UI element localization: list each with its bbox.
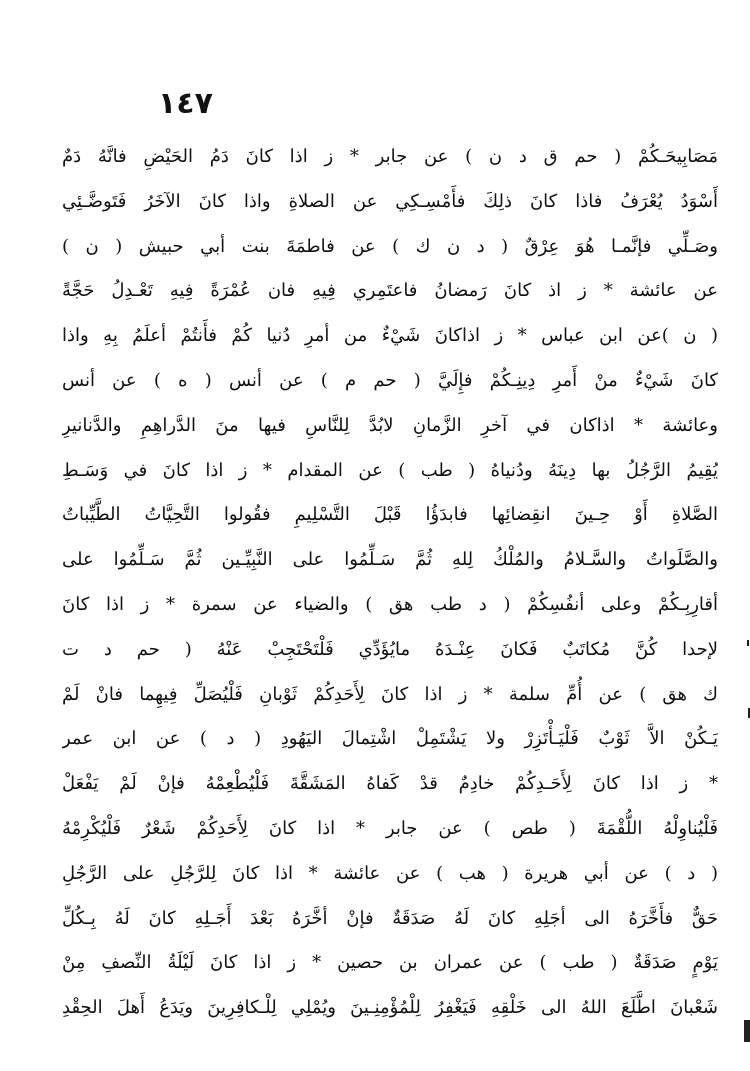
scan-margin-mark	[744, 1020, 750, 1042]
text-line: كانَ شَيْءٌ منْ أَمرِ دِينِـكُمْ فإِلَيَّ ( حم م ) عن أنس ( ه ) عن أنس	[62, 369, 718, 391]
text-line: مَصَابِيحَـكُمْ ( حم ق د ن ) عن جابر * ز اذا كانَ دَمُ الحَيْضِ فانَّهُ دَمٌ	[62, 146, 718, 167]
page-number: ١٤٧	[158, 86, 213, 121]
text-line: أقارِبِـكُمْ وعلى أنفُسِكُمْ ( د طب هق ) والضياء عن سمرة * ز اذا كانَ	[62, 593, 718, 615]
text-line: ( د ) عن أبي هريرة ( هب ) عن عائشة * اذا كانَ لِلرَّجُلِ على الرَّجُلِ	[62, 862, 718, 884]
text-line: يُقِيمُ الرَّجُلُ بها دِينَهُ ودُنياهُ ( طب ) عن المقدام * ز اذا كانَ في وَسَـطِ	[62, 459, 718, 481]
text-line: فَلْيُناوِلْهُ اللُّقْمَةَ ( طص ) عن جابر * اذا كانَ لِأَحَدِكُمْ شَعْرٌ فَلْيُكْرِمْهُ	[62, 817, 718, 839]
body-text	[62, 135, 718, 1031]
text-line: ك هق ) عن أُمِّ سلمة * ز اذا كانَ لِأَحَدِكُمْ ثَوْبانِ فَلْيُصَلِّ فِيهِما فانْ لَمْ	[62, 683, 718, 705]
text-line: شَعْبانَ اطَّلَعَ اللهُ الى خَلْقِهِ فَيَغْفِرُ لِلْمُؤْمِنِـينَ ويُمْلِي لِلْـكافِرِينَ ويَدَعُ أَهلَ الحِقْدِ	[62, 997, 718, 1019]
text-line: والصَّلَواتُ والسَّـلامُ والمُلْكُ لِلهِ ثُمَّ سَـلِّمُوا على النَّبِيِّـين ثُمَّ سَـلِّمُوا على	[62, 549, 718, 571]
text-line: وعائشة * اذاكان في آخرِ الزَّمانِ لابُدَّ لِلنَّاسِ فيها منَ الدَّراهِمِ والدَّنانيرِ	[62, 414, 718, 436]
scan-margin-mark	[747, 640, 749, 646]
text-line: أَسْوَدُ يُعْرَفُ فاذا كانَ ذلِكَ فأَمْسِـكِي عن الصلاةِ واذا كانَ الآخَرُ فَتَوضَّـئِي	[62, 190, 718, 212]
text-line: ( ن )عن ابن عباس * ز اذاكانَ شَيْءٌ من أمرِ دُنيا كُمْ فأَنتُمْ أعلَمُ بِهِ واذا	[62, 325, 718, 347]
text-line: وصَـلِّي فإنَّمـا هُوَ عِرْقٌ ( د ن ك ) عن فاطمَةَ بنت أبي حبيش ( ن )	[62, 235, 718, 257]
text-line: عن عائشة * ز اذ كانَ رَمضانُ فاعتَمِري فِيهِ فان عُمْرَةً فِيهِ تَعْـدِلُ حَجَّةً	[62, 280, 718, 302]
text-line: * ز اذا كانَ لِأَحَـدِكُمْ خادِمٌ قدْ كَفاهُ المَشَقَّةَ فَلْيُطْعِمْهُ فإنْ لَمْ يَفْعَلْ	[62, 773, 718, 795]
text-line: لإحدا كُنَّ مُكاتَبٌ فَكانَ عِنْـدَهُ مايُؤَدِّي فَلْتَحْتَجِبْ عَنْهُ ( حم د ت	[62, 638, 718, 660]
text-line: حَقٌّ فأَخَّرَهُ الى أجَلِهِ كانَ لَهُ صَدَقَةٌ فإنْ أخَّرَهُ بَعْدَ أَجَـلِهِ كانَ لَهُ بِـكُلِّ	[62, 907, 718, 929]
text-line: يَوْمٍ صَدَقَةٌ ( طب ) عن عمران بن حصين * ز اذا كانَ لَيْلَةُ النِّصفِ مِنْ	[62, 952, 718, 974]
text-line: يَـكُنْ الاَّ ثَوْبٌ فَلْيَـأْتَزِرْ ولا يَشْتَمِلْ اشْتِمالَ اليَهُودِ ( د ) عن ابن عمر	[62, 728, 718, 750]
text-line: الصَّلاةِ أَوْ حِـينَ انقِضائِها فابدَؤُا قَبْلَ التَّسْلِيمِ فقُولوا التَّحِيَّاتُ الطَّيِّباتُ	[62, 504, 718, 526]
